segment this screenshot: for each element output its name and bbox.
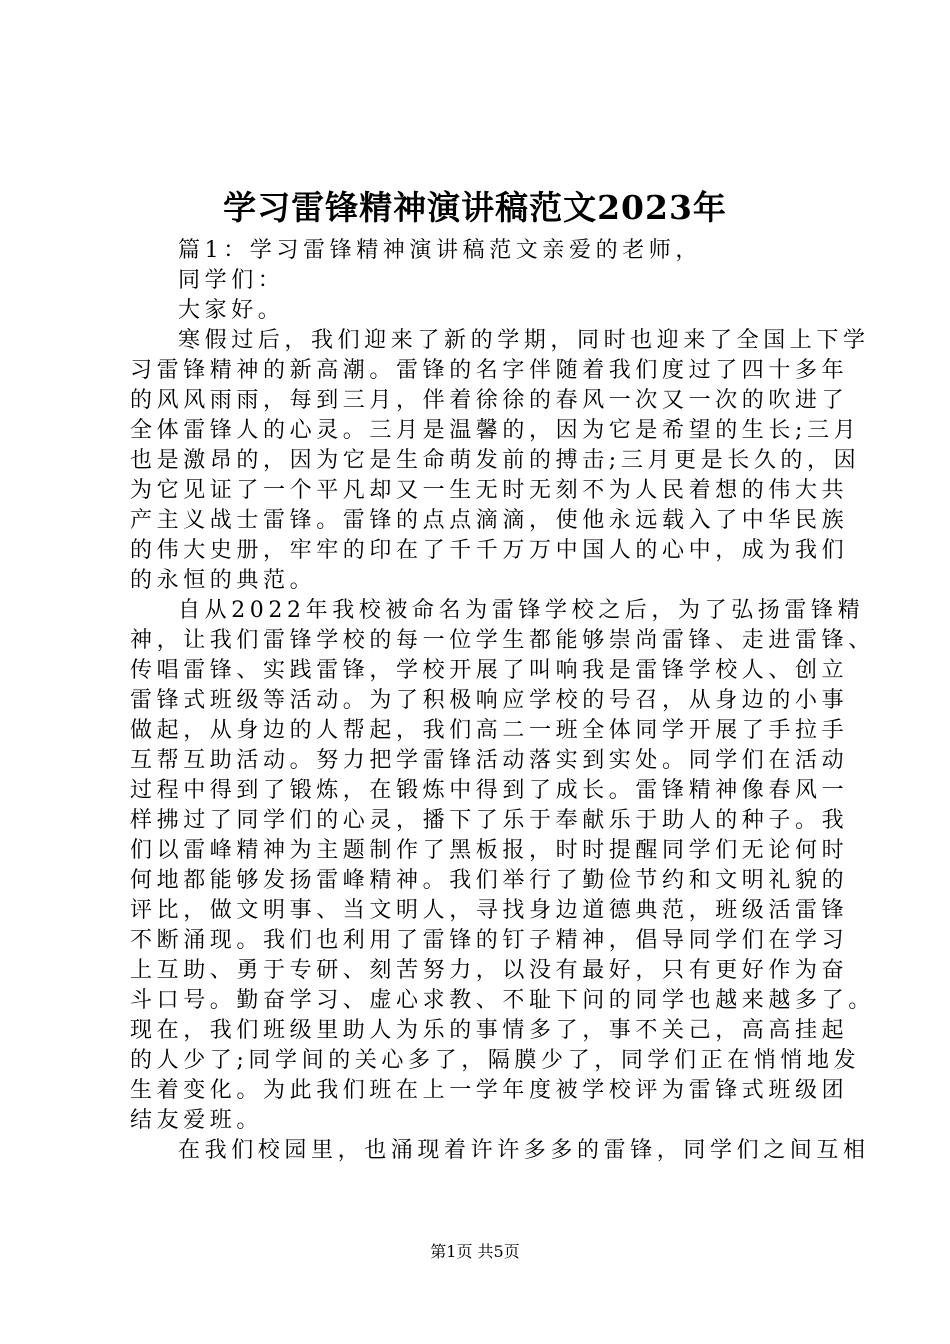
text-line: 的伟大史册，牢牢的印在了千千万万中国人的心中，成为我们 — [130, 538, 849, 563]
text-line: 做起，从身边的人帮起，我们高二一班全体同学开展了手拉手 — [130, 718, 849, 743]
text-line: 斗口号。勤奋学习、虚心求教、不耻下问的同学也越来越多了。 — [130, 988, 875, 1013]
text-line: 产主义战士雷锋。雷锋的点点滴滴，使他永远载入了中华民族 — [130, 508, 849, 533]
text-line: 过程中得到了锻炼，在锻炼中得到了成长。雷锋精神像春风一 — [130, 778, 849, 803]
text-line: 篇1：学习雷锋精神演讲稿范文亲爱的老师， — [178, 238, 702, 263]
text-line: 的人少了;同学间的关心多了，隔膜少了，同学们正在悄悄地发 — [130, 1048, 861, 1073]
text-line: 生着变化。为此我们班在上一学年度被学校评为雷锋式班级团 — [130, 1078, 849, 1103]
page-footer: 第1页 共5页 — [430, 1242, 520, 1261]
text-line: 互帮互助活动。努力把学雷锋活动落实到实处。同学们在活动 — [130, 748, 849, 773]
text-line: 样拂过了同学们的心灵，播下了乐于奉献乐于助人的种子。我 — [130, 808, 849, 833]
text-line: 全体雷锋人的心灵。三月是温馨的，因为它是希望的生长;三月 — [130, 418, 861, 443]
text-line: 大家好。 — [178, 298, 285, 323]
text-line: 传唱雷锋、实践雷锋，学校开展了叫响我是雷锋学校人、创立 — [130, 658, 849, 683]
text-line: 不断涌现。我们也利用了雷锋的钉子精神，倡导同学们在学习 — [130, 928, 849, 953]
document-title: 学习雷锋精神演讲稿范文2023年 — [223, 188, 727, 227]
text-line: 何地都能够发扬雷峰精神。我们举行了勤俭节约和文明礼貌的 — [130, 868, 849, 893]
text-line: 为它见证了一个平凡却又一生无时无刻不为人民着想的伟大共 — [130, 478, 849, 503]
text-line: 也是激昂的，因为它是生命萌发前的搏击;三月更是长久的，因 — [130, 448, 861, 473]
text-line: 雷锋式班级等活动。为了积极响应学校的号召，从身边的小事 — [130, 688, 849, 713]
text-line: 同学们： — [178, 268, 285, 293]
text-line: 们以雷峰精神为主题制作了黑板报，时时提醒同学们无论何时 — [130, 838, 849, 863]
text-line: 的风风雨雨，每到三月，伴着徐徐的春风一次又一次的吹进了 — [130, 388, 849, 413]
document-body — [130, 236, 875, 1166]
text-line: 习雷锋精神的新高潮。雷锋的名字伴随着我们度过了四十多年 — [130, 358, 849, 383]
text-line: 现在，我们班级里助人为乐的事情多了，事不关己，高高挂起 — [130, 1018, 849, 1043]
text-line: 寒假过后，我们迎来了新的学期，同时也迎来了全国上下学 — [178, 328, 870, 353]
text-line: 结友爱班。 — [130, 1108, 264, 1133]
text-line: 神，让我们雷锋学校的每一位学生都能够崇尚雷锋、走进雷锋、 — [130, 628, 875, 653]
text-line: 自从2022年我校被命名为雷锋学校之后，为了弘扬雷锋精 — [178, 598, 865, 623]
text-line: 的永恒的典范。 — [130, 568, 317, 593]
text-line: 上互助、勇于专研、刻苦努力，以没有最好，只有更好作为奋 — [130, 958, 849, 983]
text-line: 评比，做文明事、当文明人，寻找身边道德典范，班级活雷锋 — [130, 898, 849, 923]
text-line: 在我们校园里，也涌现着许许多多的雷锋，同学们之间互相 — [178, 1138, 870, 1163]
